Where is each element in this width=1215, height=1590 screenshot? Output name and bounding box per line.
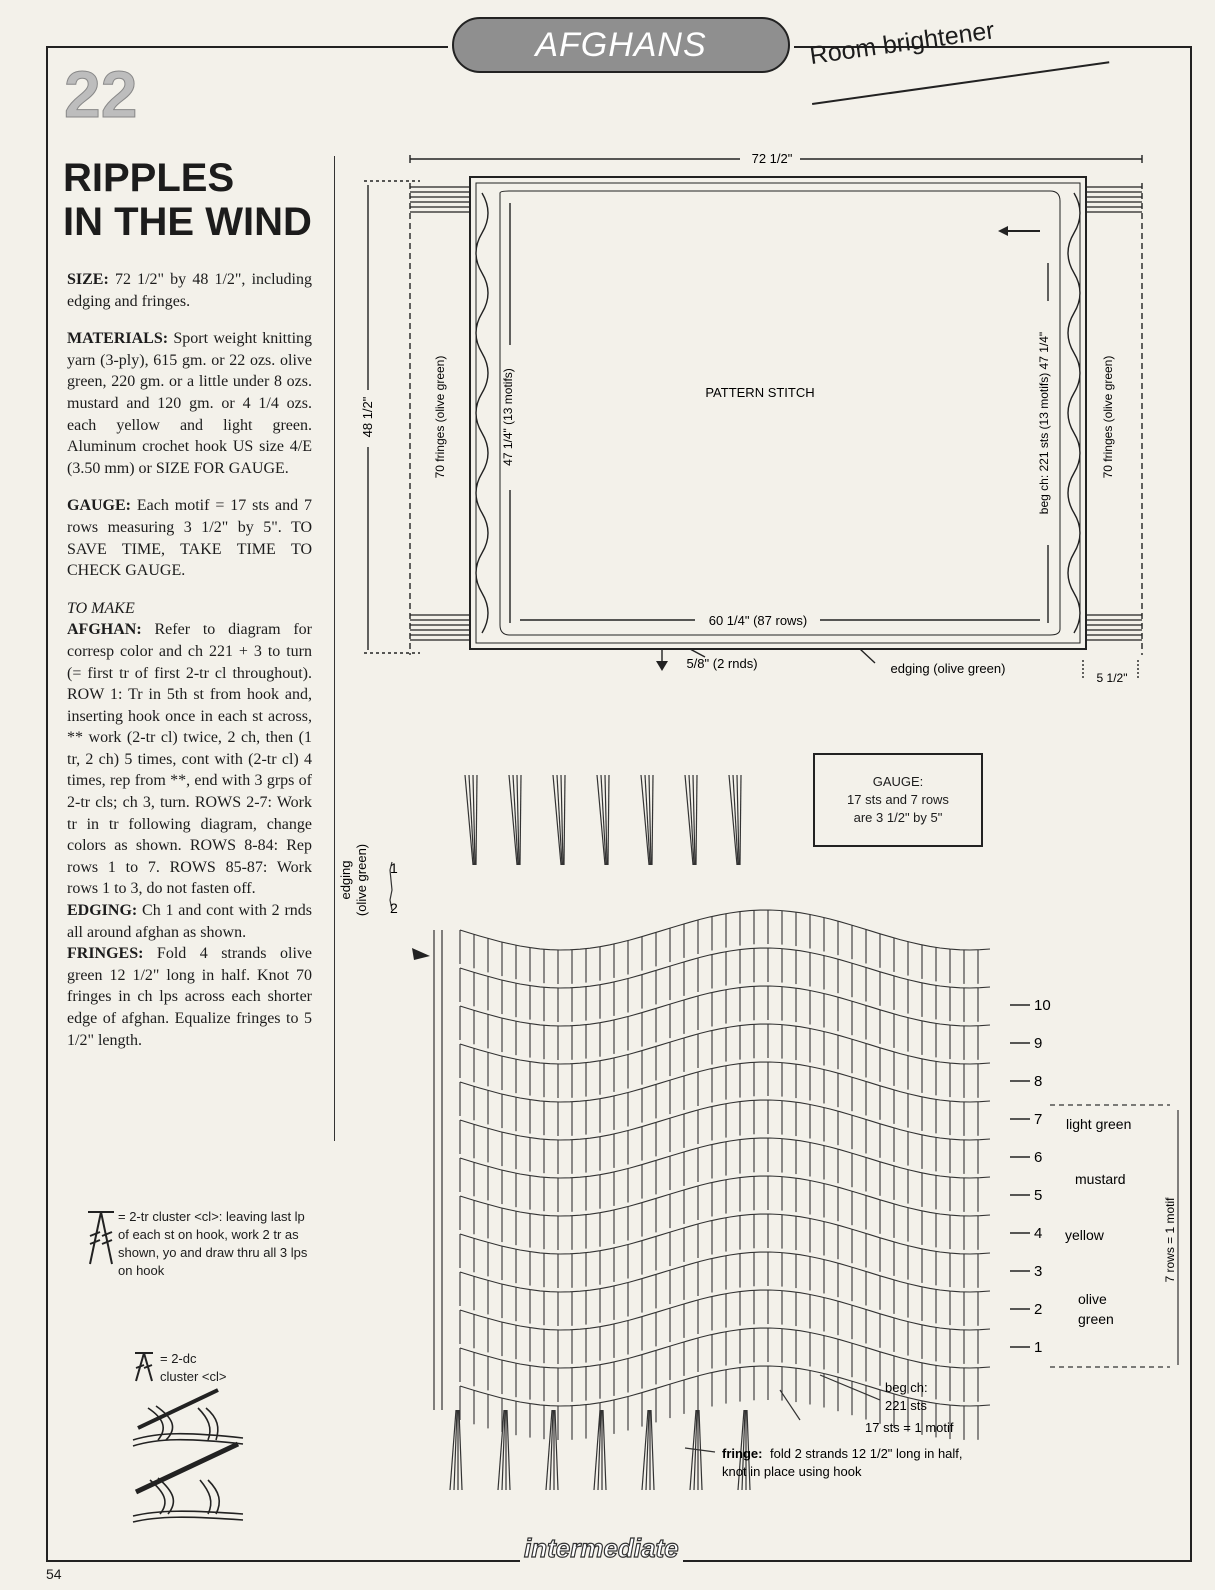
arrow-left-icon (998, 226, 1008, 236)
gauge-text: Each motif = 17 sts and 7 rows measuring 3 1/2" by 5". TO SAVE TIME, TAKE TIME TO CHECK GAUGE. (67, 497, 312, 580)
section-title: AFGHANS (535, 26, 707, 64)
dc-cluster-icon (132, 1350, 156, 1384)
fringe-strand (564, 775, 565, 865)
beg-ch-label-1: beg ch: (885, 1380, 928, 1395)
fringe-strand (651, 1410, 654, 1490)
mustard-label: mustard (1075, 1171, 1126, 1187)
edging-label: edging (olive green) (890, 661, 1006, 676)
materials-para (67, 328, 312, 479)
fringe-text2-label: knot in place using hook (722, 1464, 862, 1479)
beg-ch-label-2: 221 sts (885, 1398, 927, 1413)
dc-cluster-line-2: cluster <cl> (160, 1369, 227, 1384)
chart-row-wave (460, 1100, 990, 1140)
rnd-2-label: 2 (390, 900, 398, 916)
yellow-label: yellow (1065, 1227, 1104, 1243)
chart-row-wave (460, 948, 990, 988)
gauge-box-line-1: GAUGE: (872, 774, 924, 789)
fringe-length-label: 5 1/2" (1096, 671, 1128, 685)
rows-label: 60 1/4" (87 rows) (708, 613, 808, 628)
chart-row-wave (460, 1024, 990, 1064)
page-number: 54 (46, 1566, 62, 1582)
stitch-chart (330, 770, 1190, 1520)
row-number-label: 1 (1034, 1339, 1043, 1356)
light-green-label: light green (1066, 1116, 1132, 1132)
fringe-strand (608, 775, 609, 865)
size-text: 72 1/2" by 48 1/2", including edging and fringes. (67, 271, 313, 310)
tr-cluster-icon (84, 1208, 118, 1268)
edging-para (67, 900, 312, 943)
edging-label: EDGING: (67, 902, 138, 920)
tr-cluster-legend: = 2-tr cluster <cl>: leaving last lp of each st on hook, work 2 tr as shown, yo and draw thru all 3 lps on hook (118, 1209, 308, 1278)
chart-row-wave (460, 1328, 990, 1368)
row-number-label: 4 (1034, 1225, 1043, 1242)
gauge-box-line-3: are 3 1/2" by 5" (853, 810, 943, 825)
beg-ch-label: beg ch: 221 sts (13 motifs) 47 1/4" (1037, 331, 1051, 515)
rnds-label: 5/8" (2 rnds) (686, 656, 758, 671)
pattern-stitch-label: PATTERN STITCH (705, 385, 815, 400)
fringe-bold-label: fringe: (722, 1446, 763, 1461)
hook-illustration (128, 1388, 248, 1528)
row-number-label: 9 (1034, 1035, 1043, 1052)
width-label: 72 1/2" (751, 151, 793, 166)
chart-row-wave (460, 1062, 990, 1102)
chart-row-wave (460, 986, 990, 1026)
motifs-left-label: 47 1/4" (13 motifs) (501, 368, 515, 466)
sts-motif-label: 17 sts = 1 motif (865, 1420, 954, 1435)
fringes-para (67, 943, 312, 1051)
materials-text: Sport weight knitting yarn (3-ply), 615 gm. or 22 ozs. olive green, 220 gm. or a little under 8 ozs. mustard and 120 gm. or 4 1/4 ozs. each yellow and light green. Aluminum crochet hook US size 4/E (3.50 mm) or SIZE FOR GAUGE. (67, 330, 313, 477)
section-tab (452, 17, 790, 73)
chart-row-wave (460, 1214, 990, 1254)
title-line-2: IN THE WIND (63, 200, 312, 244)
to-make-heading: TO MAKE (67, 599, 135, 617)
chart-row-wave (460, 1176, 990, 1216)
arrow-down-icon (656, 661, 668, 671)
fringe-strand (603, 1410, 606, 1490)
fringe-strand (459, 1410, 462, 1490)
dc-cluster-legend (160, 1350, 226, 1386)
edging-vertical-label: edging (338, 860, 353, 900)
fringe-strand (652, 775, 653, 865)
olive-label: olive (1078, 1291, 1107, 1307)
row-number-label: 8 (1034, 1073, 1043, 1090)
dc-cluster-line-1: = 2-dc (160, 1351, 197, 1366)
row-number-label: 5 (1034, 1187, 1043, 1204)
edging-text: Ch 1 and cont with 2 rnds all around afghan as shown. (67, 902, 312, 941)
afghan-para (67, 619, 312, 900)
materials-label: MATERIALS: (67, 330, 169, 348)
row-number-label: 10 (1034, 997, 1051, 1014)
size-label: SIZE: (67, 271, 109, 288)
row-number-label: 7 (1034, 1111, 1043, 1128)
olive-green-vertical-label: (olive green) (354, 843, 369, 917)
green-label: green (1078, 1311, 1114, 1327)
fringes-left-label: 70 fringes (olive green) (433, 355, 447, 479)
chart-row-wave (460, 910, 990, 950)
fringe-strand (740, 775, 741, 865)
row-number-label: 2 (1034, 1301, 1043, 1318)
row-number-label: 6 (1034, 1149, 1043, 1166)
chart-row-wave (460, 1290, 990, 1330)
gauge-para (67, 495, 312, 581)
afghan-schematic (360, 145, 1160, 705)
fringe-strand (476, 775, 477, 865)
fringe-text-label: fold 2 strands 12 1/2" long in half, (770, 1446, 963, 1461)
afghan-text: Refer to diagram for corresp color and ch 221 + 3 to turn (= first tr of first 2-tr cl throughout). ROW 1: Tr in 5th st from hook and, inserting hook once in each st across, ** work (2-tr cl) twice, 2 ch, then (1 tr, 2 ch) 5 times, cont with (2-tr cl) 4 times, rep from **, end with 3 grps of 2-tr cls; ch 3, turn. ROWS 2-7: Work tr in tr following diagram, change colors as shown. ROWS 8-84: Rep rows 1 to 7. ROWS 85-87: Work rows 1 to 3, do not fasten off. (67, 621, 312, 898)
chart-row-wave (460, 1138, 990, 1178)
gauge-box-line-2: 17 sts and 7 rows (847, 792, 949, 807)
pattern-title (63, 156, 312, 244)
fringe-strand (696, 775, 697, 865)
fringes-text: Fold 4 strands olive green 12 1/2" long in half. Knot 70 fringes in ch lps across each shorter edge of afghan. Equalize fringes to 5 1/2" length. (67, 945, 312, 1049)
height-label: 48 1/2" (360, 396, 375, 438)
pattern-number: 22 (64, 57, 138, 131)
fringe-strand (520, 775, 521, 865)
rnd-1-label: 1 (390, 860, 398, 876)
start-arrow-icon (412, 948, 430, 960)
skill-level-badge: intermediate (520, 1533, 683, 1564)
subtitle: Room brightener (807, 16, 997, 71)
fringe-strand (507, 1410, 510, 1490)
fringes-right-label: 70 fringes (olive green) (1101, 355, 1115, 479)
afghan-label: AFGHAN: (67, 621, 142, 639)
row-number-label: 3 (1034, 1263, 1043, 1280)
gauge-label: GAUGE: (67, 497, 131, 515)
motif-rows-label: 7 rows = 1 motif (1163, 1197, 1177, 1283)
chart-row-wave (460, 1252, 990, 1292)
size-para (67, 269, 312, 312)
title-line-1: RIPPLES (63, 156, 235, 200)
instructions (67, 269, 312, 1051)
fringes-label: FRINGES: (67, 945, 144, 963)
